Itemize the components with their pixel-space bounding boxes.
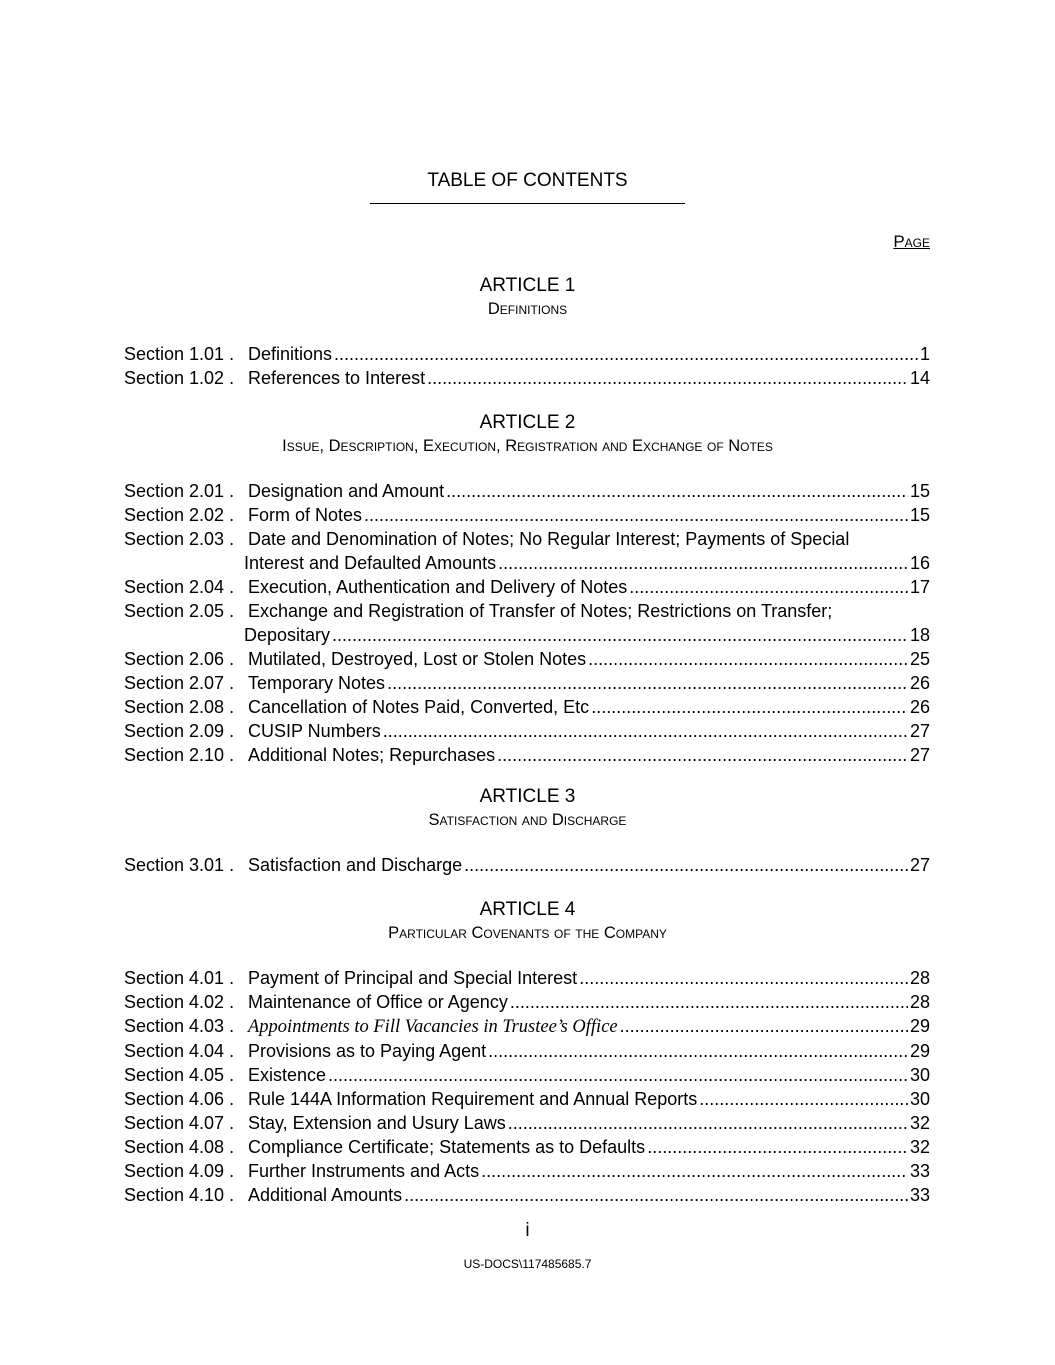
dot-leader	[446, 479, 908, 503]
section-number: Section 4.01 .	[124, 968, 235, 988]
toc-entry-1-02[interactable]	[124, 366, 930, 390]
page-number: 15	[909, 505, 930, 525]
dot-leader	[498, 551, 908, 575]
page-title: TABLE OF CONTENTS	[427, 170, 628, 191]
section-number: Section 2.04 .	[124, 577, 235, 597]
dot-leader	[510, 990, 908, 1014]
section-title: References to Interest	[248, 368, 426, 388]
page-number: 14	[909, 368, 930, 388]
toc-entry-4-05[interactable]	[124, 1063, 930, 1087]
toc-entry-2-09[interactable]	[124, 719, 930, 743]
article-2-sections	[124, 479, 930, 767]
dot-leader	[647, 1135, 908, 1159]
section-number: Section 1.02 .	[124, 368, 235, 388]
page-number: 28	[909, 992, 930, 1012]
section-number: Section 4.09 .	[124, 1161, 235, 1181]
section-title-line-1: Exchange and Registration of Transfer of Notes; Restrictions on Transfer;	[248, 601, 833, 621]
toc-entry-2-08[interactable]	[124, 695, 930, 719]
section-title-line-2: Depositary	[244, 625, 331, 645]
page-number: 25	[909, 649, 930, 669]
section-number: Section 4.03 .	[124, 1016, 235, 1036]
article-3-heading	[0, 785, 1055, 831]
toc-entry-2-02[interactable]	[124, 503, 930, 527]
section-number: Section 2.02 .	[124, 505, 235, 525]
section-number: Section 2.08 .	[124, 697, 235, 717]
page-number: 18	[909, 625, 930, 645]
page-number: 29	[909, 1041, 930, 1061]
section-title: Provisions as to Paying Agent	[248, 1041, 487, 1061]
section-number: Section 4.07 .	[124, 1113, 235, 1133]
article-number: ARTICLE 3	[479, 786, 576, 807]
section-number: Section 2.06 .	[124, 649, 235, 669]
article-3-sections	[124, 853, 930, 877]
section-number: Section 2.07 .	[124, 673, 235, 693]
section-number: Section 4.05 .	[124, 1065, 235, 1085]
page-number: 17	[909, 577, 930, 597]
page-number: 27	[909, 855, 930, 875]
article-4-sections	[124, 966, 930, 1207]
dot-leader	[481, 1159, 908, 1183]
toc-entry-4-04[interactable]	[124, 1039, 930, 1063]
article-number: ARTICLE 1	[479, 275, 576, 296]
section-title: Definitions	[248, 344, 333, 364]
page-number: 15	[909, 481, 930, 501]
toc-entry-4-01[interactable]	[124, 966, 930, 990]
section-number: Section 1.01 .	[124, 344, 235, 364]
page-number: 29	[909, 1016, 930, 1036]
page-number: 28	[909, 968, 930, 988]
article-name: Definitions	[487, 300, 568, 318]
section-title: CUSIP Numbers	[248, 721, 381, 741]
section-title: Temporary Notes	[248, 673, 386, 693]
page-number: 1	[919, 344, 930, 364]
toc-entry-4-06[interactable]	[124, 1087, 930, 1111]
section-number: Section 4.08 .	[124, 1137, 235, 1157]
toc-entry-4-03[interactable]	[124, 1014, 930, 1039]
page-column-label: Page	[893, 232, 930, 251]
toc-entry-4-10[interactable]	[124, 1183, 930, 1207]
page-number: 16	[909, 553, 930, 573]
page-number: 32	[909, 1137, 930, 1157]
dot-leader	[591, 695, 908, 719]
article-name: Issue, Description, Execution, Registration and Exchange of Notes	[282, 437, 773, 455]
toc-entry-4-08[interactable]	[124, 1135, 930, 1159]
dot-leader	[364, 503, 908, 527]
section-title: Satisfaction and Discharge	[248, 855, 463, 875]
toc-entry-1-01[interactable]	[124, 342, 930, 366]
section-number: Section 3.01 .	[124, 855, 235, 875]
dot-leader	[334, 342, 918, 366]
toc-entry-3-01[interactable]	[124, 853, 930, 877]
article-name: Particular Covenants of the Company	[388, 924, 667, 942]
section-title: Additional Notes; Repurchases	[248, 745, 496, 765]
section-title: Cancellation of Notes Paid, Converted, Etc	[248, 697, 590, 717]
page-number: 32	[909, 1113, 930, 1133]
dot-leader	[699, 1087, 908, 1111]
section-number: Section 4.06 .	[124, 1089, 235, 1109]
section-number: Section 2.01 .	[124, 481, 235, 501]
page-number: 26	[909, 697, 930, 717]
section-title: Compliance Certificate; Statements as to Defaults	[248, 1137, 646, 1157]
dot-leader	[383, 719, 908, 743]
toc-entry-4-09[interactable]	[124, 1159, 930, 1183]
page-number: 33	[909, 1185, 930, 1205]
dot-leader	[579, 966, 908, 990]
article-1-sections	[124, 342, 930, 390]
dot-leader	[508, 1111, 908, 1135]
toc-entry-4-02[interactable]	[124, 990, 930, 1014]
section-title-line-2: Interest and Defaulted Amounts	[244, 553, 497, 573]
page-number: 33	[909, 1161, 930, 1181]
dot-leader	[488, 1039, 908, 1063]
document-id: US-DOCS\117485685.7	[463, 1257, 592, 1271]
section-title: Appointments to Fill Vacancies in Trustee’s Office	[248, 1017, 618, 1037]
article-1-heading	[0, 274, 1055, 320]
page-number: 27	[909, 721, 930, 741]
article-number: ARTICLE 2	[479, 412, 576, 433]
section-number: Section 4.02 .	[124, 992, 235, 1012]
section-number: Section 4.10 .	[124, 1185, 235, 1205]
toc-entry-2-05[interactable]	[124, 599, 930, 647]
section-title: Existence	[248, 1065, 327, 1085]
toc-entry-2-06[interactable]	[124, 647, 930, 671]
dot-leader	[328, 1063, 908, 1087]
section-title: Additional Amounts	[248, 1185, 403, 1205]
toc-entry-2-04[interactable]	[124, 575, 930, 599]
article-number: ARTICLE 4	[479, 899, 576, 920]
section-title: Mutilated, Destroyed, Lost or Stolen Notes	[248, 649, 587, 669]
section-title: Stay, Extension and Usury Laws	[248, 1113, 506, 1133]
section-number: Section 2.10 .	[124, 745, 235, 765]
toc-entry-2-07[interactable]	[124, 671, 930, 695]
section-title: Maintenance of Office or Agency	[248, 992, 508, 1012]
dot-leader	[497, 743, 908, 767]
dot-leader	[427, 366, 908, 390]
section-number: Section 2.09 .	[124, 721, 235, 741]
section-title: Designation and Amount	[248, 481, 445, 501]
article-4-heading	[0, 898, 1055, 944]
toc-entry-2-03[interactable]	[124, 527, 930, 575]
section-title: Further Instruments and Acts	[248, 1161, 480, 1181]
dot-leader	[332, 623, 908, 647]
toc-entry-2-01[interactable]	[124, 479, 930, 503]
section-number: Section 4.04 .	[124, 1041, 235, 1061]
footer-page-number: i	[525, 1220, 530, 1241]
section-number: Section 2.03 .	[124, 529, 235, 549]
dot-leader	[629, 575, 908, 599]
article-name: Satisfaction and Discharge	[428, 811, 627, 829]
title-underline	[370, 203, 685, 204]
dot-leader	[404, 1183, 908, 1207]
section-number: Section 2.05 .	[124, 601, 235, 621]
page-number: 27	[909, 745, 930, 765]
dot-leader	[387, 671, 908, 695]
page-number: 30	[909, 1089, 930, 1109]
dot-leader	[620, 1014, 908, 1038]
toc-entry-4-07[interactable]	[124, 1111, 930, 1135]
dot-leader	[588, 647, 908, 671]
dot-leader	[464, 853, 908, 877]
section-title: Payment of Principal and Special Interest	[248, 968, 578, 988]
section-title-line-1: Date and Denomination of Notes; No Regular Interest; Payments of Special	[248, 529, 850, 549]
section-title: Execution, Authentication and Delivery of Notes	[248, 577, 628, 597]
article-2-heading	[0, 411, 1055, 457]
page-number: 30	[909, 1065, 930, 1085]
section-title: Rule 144A Information Requirement and Annual Reports	[248, 1089, 698, 1109]
page-number: 26	[909, 673, 930, 693]
section-title: Form of Notes	[248, 505, 363, 525]
toc-entry-2-10[interactable]	[124, 743, 930, 767]
